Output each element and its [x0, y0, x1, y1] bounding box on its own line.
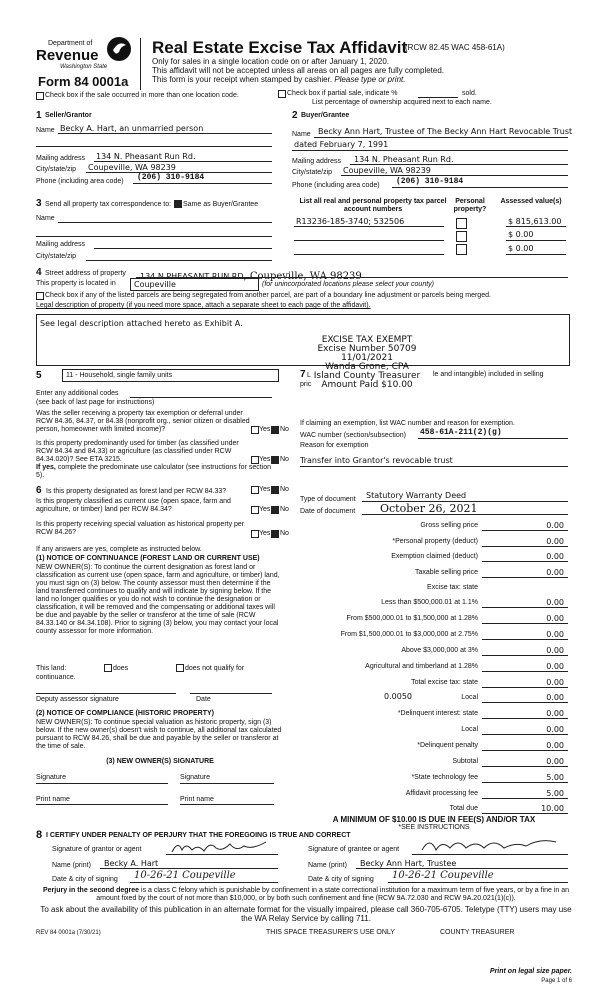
seller-city[interactable]: Coupeville, WA 98239	[88, 163, 176, 172]
wac-number[interactable]: 458-61A-211(2)(g)	[420, 428, 502, 437]
tax-row-value[interactable]: 0.00	[546, 741, 564, 750]
minimum-due-note: A MINIMUM OF $10.00 IS DUE IN FEE(S) AND/OR TAX	[332, 815, 536, 824]
located-label: This property is located in	[36, 280, 116, 287]
current-use-no-checkbox[interactable]	[271, 506, 279, 514]
notice1-body: NEW OWNER(S): To continue the current designation as forest land or classification as current use (open space, farm and agriculture, or timber) land, you must sign on (3) below. The county assessor must then determine if the land transferred continues to qualify and will indicate by signing below. If the land no longer qualifies or you do not wish to continue the designation or classification, it will be removed and the compensating or additional taxes will be due and payable by the seller or transferor at the time of sale (RCW 84.33.140 or 84.34.108). Prior to signing (3) below, you may contact your local county assessor for more information.	[36, 564, 280, 635]
current-use-yes-label: Yes	[259, 506, 271, 513]
partial-sale-label-b: sold.	[462, 90, 477, 97]
seller-name-label: Name	[36, 127, 55, 134]
revision-label: REV 84 0001a (7/30/21)	[36, 930, 101, 936]
subtitle-1: Only for sales in a single location code on or after January 1, 2020.	[152, 57, 390, 66]
historic-no-label: No	[280, 530, 289, 537]
tax-row-label: Excise tax: state	[427, 584, 478, 591]
stamp-line4: Wanda Grone, CPA	[325, 362, 409, 372]
seller-city-label: City/state/zip	[36, 166, 77, 173]
tax-row-label: *Personal property (deduct)	[392, 538, 478, 545]
tax-row-label: *State technology fee	[411, 774, 478, 781]
new-owner-signature-1: Signature	[36, 774, 66, 781]
deputy-date-label: Date	[196, 696, 211, 703]
tax-row-value[interactable]: 0.00	[546, 537, 564, 546]
section2-number: 2	[292, 110, 298, 121]
personal-1-checkbox[interactable]	[456, 218, 467, 229]
stamp-line3: 11/01/2021	[341, 353, 393, 363]
grantee-name[interactable]: Becky Ann Hart, Trustee	[360, 859, 457, 868]
section3-number: 3	[36, 198, 42, 209]
street-address[interactable]: 134 N PHEASANT RUN RD, Coupeville, WA 98239	[140, 271, 362, 282]
alt-format-notice: To ask about the availability of this publication in an alternate format for the visually impaired, please call 360-705-6705. Teletype (TTY) users may use the WA Relay Service by calling 711.	[40, 905, 572, 923]
tax-row-label: Affidavit processing fee	[405, 790, 478, 797]
deputy-signature-label: Deputy assessor signature	[36, 696, 119, 703]
exemption-claim-note: If claiming an exemption, list WAC number and reason for exemption.	[300, 420, 515, 427]
notice1-heading: (1) NOTICE OF CONTINUANCE (FOREST LAND OR CURRENT USE)	[36, 555, 260, 562]
buyer-name-label: Name	[292, 131, 311, 138]
section7-number: 7	[300, 369, 306, 380]
partial-sale-checkbox[interactable]	[278, 90, 286, 98]
grantor-name[interactable]: Becky A. Hart	[104, 859, 159, 868]
q2-yes-checkbox[interactable]	[251, 456, 259, 464]
seller-mail[interactable]: 134 N. Pheasant Run Rd.	[96, 152, 196, 161]
doc-type-label: Type of document	[300, 496, 356, 503]
q1-yes-label: Yes	[259, 426, 271, 433]
grantor-date[interactable]: 10-26-21 Coupeville	[134, 870, 236, 881]
section5-q2: Is this property predominantly used for timber (as classified under RCW 84.34 and 84.33) or agriculture (as classified under RCW 84.34.020)? See ETA 3215.	[36, 440, 239, 463]
grantee-signature-label: Signature of grantee or agent	[308, 846, 400, 853]
buyer-mail-label: Mailing address	[292, 158, 342, 165]
tax-row-label: From $500,000.01 to $1,500,000 at 1.28%	[346, 615, 478, 622]
section7-text-b: le and intangible) included in selling	[433, 371, 544, 378]
grantee-name-label: Name (print)	[308, 862, 347, 869]
tax-row-label: Exemption claimed (deduct)	[391, 553, 478, 560]
ownership-note: List percentage of ownership acquired next to each name.	[312, 99, 492, 106]
grantor-name-label: Name (print)	[52, 862, 91, 869]
historic-yes-label: Yes	[259, 530, 271, 537]
section7-text-c: pric	[300, 381, 312, 388]
assessed-2[interactable]: $ 0.00	[508, 230, 534, 239]
subtitle-3: This form is your receipt when stamped by cashier. Please type or print.	[152, 75, 406, 84]
tax-row-label: Less than $500,000.01 at 1.1%	[381, 599, 478, 606]
tax-row-label: Gross selling price	[420, 522, 478, 529]
new-owner-print-2: Print name	[180, 796, 214, 803]
section5-number: 5	[36, 370, 42, 381]
land-does-not-label: does not qualify for	[185, 665, 245, 672]
assessed-col-header: Assessed value(s)	[500, 198, 562, 205]
tax-row-value[interactable]: 0.00	[546, 709, 564, 718]
stamp-line1: EXCISE TAX EXEMPT	[321, 335, 413, 345]
stamp-line2: Excise Number 50709	[317, 344, 417, 354]
tax-row-label: *Delinquent penalty	[417, 742, 478, 749]
notice2-body: NEW OWNER(S): To continue special valuation as historic property, sign (3) below. If the new owner(s) doesn't wish to continue, all additional tax calculated pursuant to RCW 84.26, shall be due and payable by the seller or transferor at the time of sale.	[36, 719, 282, 750]
grantor-date-label: Date & city of signing	[52, 876, 118, 883]
q2-yes-label: Yes	[259, 456, 271, 463]
forest-no-checkbox[interactable]	[271, 486, 279, 494]
tax-row-label: Local	[461, 726, 478, 733]
section6-q1: Is this property designated as forest land per RCW 84.33?	[46, 488, 227, 495]
same-as-buyer-label: Same as Buyer/Grantee	[183, 201, 259, 208]
wac-label: WAC number (section/subsection)	[300, 432, 406, 439]
continuance-label: continuance.	[36, 674, 76, 681]
exemption-reason[interactable]: Transfer into Grantor's revocable trust	[300, 456, 453, 465]
seller-phone[interactable]: (206) 310-9184	[137, 173, 205, 182]
segregated-checkbox[interactable]	[36, 292, 44, 300]
section5-q1: Was the seller receiving a property tax exemption or deferral under RCW 84.36, 84.37, or 84.38 (nonprofit org., senior citizen or disabled person, homeowner with limited income)?	[36, 410, 250, 433]
street-label: Street address of property	[45, 270, 126, 277]
tax-row-value[interactable]: 5.00	[546, 773, 564, 782]
legal-desc-label: Legal description of property (if you need more space, attach a separate sheet to each page of the affidavit).	[36, 302, 371, 309]
seller-mail-label: Mailing address	[36, 155, 86, 162]
doc-date[interactable]: October 26, 2021	[380, 502, 478, 515]
multi-location-checkbox[interactable]	[36, 92, 44, 100]
legal-description: See legal description attached hereto as Exhibit A.	[40, 319, 243, 328]
perjury-notice: Perjury in the second degree is a class C felony which is punishable by confinement in a state correctional institution for a maximum term of five years, or by a fine in an amount fixed by the court of not more than $10,000, or by both such confinement and fine (RCW 9A.72.030 and RCW 9A.20.021(1)(c)).	[42, 887, 570, 902]
buyer-city[interactable]: Coupeville, WA 98239	[343, 166, 431, 175]
q2-no-checkbox[interactable]	[271, 456, 279, 464]
forest-yes-checkbox[interactable]	[251, 486, 259, 494]
assessed-3[interactable]: $ 0.00	[508, 244, 534, 253]
certify-statement: I CERTIFY UNDER PENALTY OF PERJURY THAT THE FOREGOING IS TRUE AND CORRECT	[46, 832, 351, 839]
tax-row-label: Local	[461, 694, 478, 701]
tax-row-label: Agricultural and timberland at 1.28%	[365, 663, 478, 670]
tax-row-value[interactable]: 0.00	[546, 614, 564, 623]
this-land-label: This land:	[36, 665, 67, 672]
historic-no-checkbox[interactable]	[271, 530, 279, 538]
segregated-label: Check box if any of the listed parcels are being segregated from another parcel, are part of a boundary line adjustment or parcels being merged.	[45, 292, 491, 299]
q1-no-label: No	[280, 426, 289, 433]
grantee-signature[interactable]	[420, 834, 560, 859]
tax-row-value[interactable]: 0.00	[546, 757, 564, 766]
tax-row-value[interactable]: 5.00	[546, 789, 564, 798]
revenue-logo-text: Revenue	[36, 47, 99, 64]
section3-mail-label: Mailing address	[36, 241, 86, 248]
section4-number: 4	[36, 267, 42, 278]
buyer-phone-label: Phone (including area code)	[292, 182, 380, 189]
form-rcw: (RCW 82.45 WAC 458-61A)	[405, 43, 505, 52]
doc-type[interactable]: Statutory Warranty Deed	[366, 491, 467, 500]
tax-row-value[interactable]: 0.00	[546, 521, 564, 530]
tax-row-value[interactable]: 0.00	[546, 725, 564, 734]
section6-ifyes: If any answers are yes, complete as instructed below.	[36, 546, 202, 553]
form-number: Form 84 0001a	[38, 74, 129, 89]
revenue-logo-icon	[106, 36, 132, 62]
new-owner-signature-2: Signature	[180, 774, 210, 781]
additional-codes-label: Enter any additional codes	[36, 390, 119, 397]
partial-sale-label-a: Check box if partial sale, indicate %	[287, 90, 398, 97]
seller-name[interactable]: Becky A. Hart, an unmarried person	[60, 124, 204, 133]
grantee-date-label: Date & city of signing	[308, 876, 374, 883]
section6-q2: Is this property classified as current use (open space, farm and agriculture, or timber) land per RCW 84.34?	[36, 498, 231, 513]
section7-text-a: L	[307, 372, 311, 379]
multi-location-label: Check box if the sale occurred in more than one location code.	[45, 92, 239, 99]
personal-2-checkbox[interactable]	[456, 231, 467, 242]
personal-3-checkbox[interactable]	[456, 244, 467, 255]
page-number: Page 1 of 6	[541, 978, 572, 984]
dept-line1: Department of	[48, 40, 93, 47]
form-title: Real Estate Excise Tax Affidavit	[152, 38, 408, 57]
stamp-line5: Island County Treasurer	[313, 371, 421, 381]
tax-row-label: *Delinquent interest: state	[397, 710, 478, 717]
tax-row-label: Total due	[449, 805, 478, 812]
buyer-phone[interactable]: (206) 310-9184	[396, 177, 464, 186]
see-instructions-note: *SEE INSTRUCTIONS	[398, 824, 470, 831]
q2-no-label: No	[280, 456, 289, 463]
tax-row-value[interactable]: 0.00	[546, 678, 564, 687]
tax-row-label: Taxable selling price	[414, 569, 478, 576]
parcel-col-header: List all real and personal property tax parcel account numbers	[299, 198, 447, 213]
section3-label: Send all property tax correspondence to:	[45, 201, 172, 208]
land-does-not-checkbox[interactable]	[176, 664, 184, 672]
section1-heading: Seller/Grantor	[45, 112, 92, 119]
buyer-name-line1[interactable]: Becky Ann Hart, Trustee of The Becky Ann Hart Revocable Trust	[318, 127, 573, 136]
local-rate[interactable]: 0.0050	[384, 692, 412, 701]
section5-q2-ifyes: If yes, complete the predominate use calculator (see instructions for section 5).	[36, 464, 272, 479]
treasurer-space-label: THIS SPACE TREASURER'S USE ONLY	[266, 929, 395, 936]
new-owner-print-1: Print name	[36, 796, 70, 803]
section2-heading: Buyer/Grantee	[301, 112, 350, 119]
tax-row-label: Total excise tax: state	[411, 679, 478, 686]
section3-city-label: City/state/zip	[36, 253, 77, 260]
notice2-heading: (2) NOTICE OF COMPLIANCE (HISTORIC PROPERTY)	[36, 710, 214, 717]
tax-row-value[interactable]: 0.00	[546, 630, 564, 639]
land-does-checkbox[interactable]	[104, 664, 112, 672]
tax-row-value[interactable]: 0.00	[546, 568, 564, 577]
seller-phone-label: Phone (including area code)	[36, 178, 124, 185]
parcel-1[interactable]: R13236-185-3740; 532506	[296, 217, 405, 226]
q1-no-checkbox[interactable]	[271, 426, 279, 434]
section6-q3: Is this property receiving special valuation as historical property per RCW 84.26?	[36, 521, 245, 536]
section8-number: 8	[36, 829, 43, 841]
land-does-label: does	[113, 665, 129, 672]
subtitle-2: This affidavit will not be accepted unless all areas on all pages are fully completed.	[152, 66, 445, 75]
stamp-line6: Amount Paid $10.00	[321, 380, 413, 390]
current-use-no-label: No	[280, 506, 289, 513]
doc-date-label: Date of document	[300, 508, 356, 515]
unincorporated-note: (for unincorporated locations please select your county)	[262, 281, 434, 288]
tax-row-value[interactable]: 0.00	[546, 552, 564, 561]
tax-row-value[interactable]: 0.00	[546, 662, 564, 671]
buyer-city-label: City/state/zip	[292, 169, 333, 176]
dept-line2: Washington State	[60, 64, 108, 70]
same-as-buyer-checkbox[interactable]	[174, 200, 182, 208]
notice3-heading: (3) NEW OWNER(S) SIGNATURE	[106, 758, 214, 765]
land-use-select[interactable]: 11 - Household, single family units	[62, 369, 279, 382]
tax-row-label: Above $3,000,000 at 3%	[401, 647, 478, 654]
tax-row-value[interactable]: 10.00	[541, 804, 564, 813]
section3-name-label: Name	[36, 215, 55, 222]
personal-col-header: Personal property?	[453, 198, 487, 213]
tax-row-value[interactable]: 0.00	[546, 646, 564, 655]
buyer-mail[interactable]: 134 N. Pheasant Run Rd.	[354, 155, 454, 164]
tax-row-value[interactable]: 0.00	[546, 693, 564, 702]
historic-yes-checkbox[interactable]	[251, 530, 259, 538]
reason-label: Reason for exemption	[300, 442, 369, 449]
additional-codes-note: (see back of last page for instructions)	[36, 399, 155, 406]
section1-number: 1	[36, 110, 42, 121]
forest-no-label: No	[280, 486, 289, 493]
grantor-signature[interactable]	[170, 838, 270, 859]
grantor-signature-label: Signature of grantor or agent	[52, 846, 142, 853]
tax-row-label: Subtotal	[452, 758, 478, 765]
county-treasurer-label: COUNTY TREASURER	[440, 929, 515, 936]
location-select[interactable]: Coupeville	[130, 278, 259, 291]
forest-yes-label: Yes	[259, 486, 271, 493]
tax-row-label: From $1,500,000.01 to $3,000,000 at 2.75%	[340, 631, 478, 638]
buyer-name-line2[interactable]: dated February 7, 1991	[294, 140, 389, 149]
grantee-date[interactable]: 10-26-21 Coupeville	[392, 870, 494, 881]
grantee-signature-mark	[420, 834, 560, 856]
assessed-1[interactable]: $ 815,613.00	[508, 217, 562, 226]
section6-number: 6	[36, 485, 42, 496]
current-use-yes-checkbox[interactable]	[251, 506, 259, 514]
tax-row-value[interactable]: 0.00	[546, 598, 564, 607]
excise-stamp	[302, 336, 432, 390]
legal-size-note: Print on legal size paper.	[489, 968, 572, 975]
q1-yes-checkbox[interactable]	[251, 426, 259, 434]
